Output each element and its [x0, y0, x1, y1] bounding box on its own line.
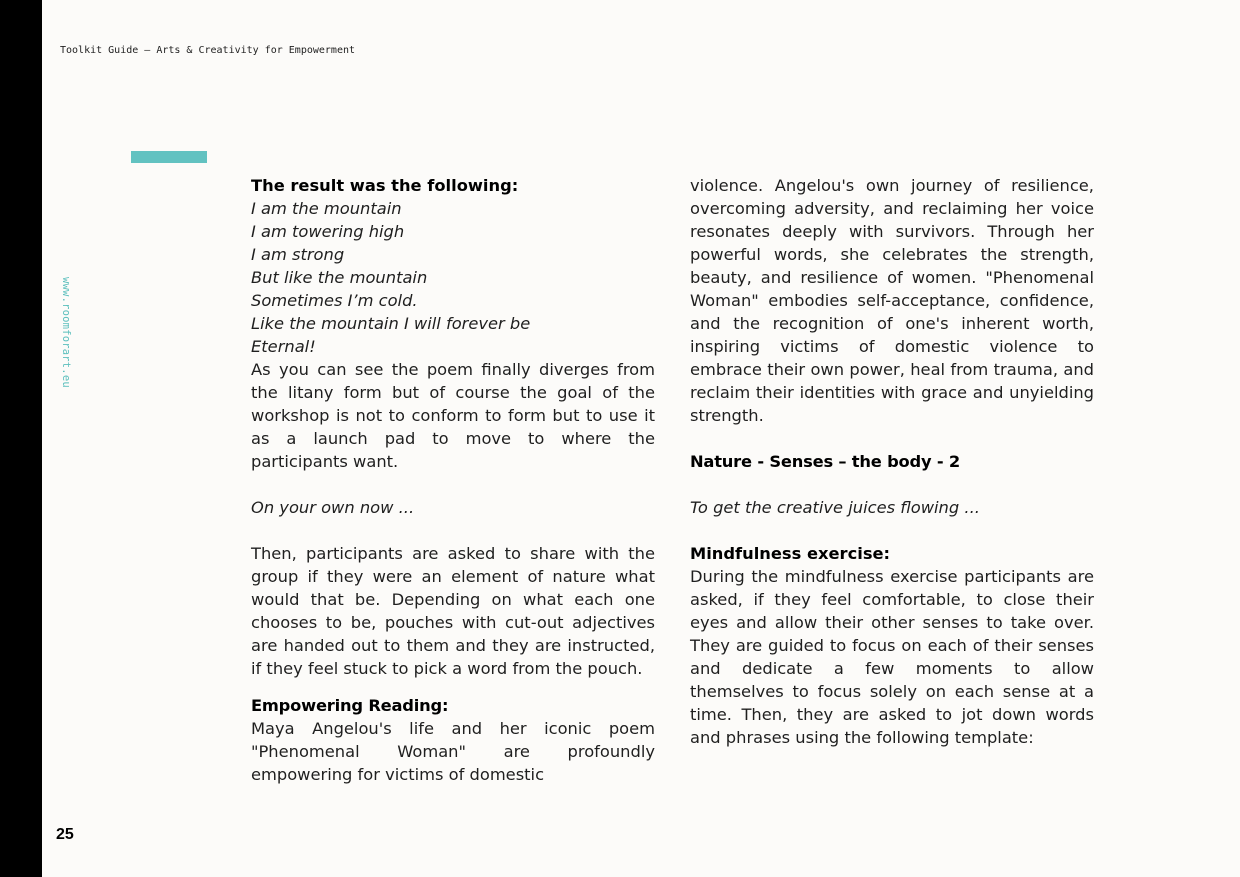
side-url-text: www.roomforart.eu — [60, 277, 72, 388]
poem-line: I am towering high — [251, 222, 405, 241]
poem-line: Like the mountain I will forever be — [251, 314, 531, 333]
paragraph-mindfulness: During the mindfulness exercise participants are asked, if they feel comfortable, to close their eyes and allow their other senses to take over. They are guided to focus on each of their senses and dedicate a few moments to allow themselves to focus solely on each sense at a time. Then, they are asked to jot down words and phrases using the following template: — [690, 567, 1094, 747]
left-column — [251, 174, 655, 786]
paragraph-diverge: As you can see the poem finally diverges from the litany form but of course the goal of the workshop is not to conform to form but to use it as a launch pad to move to where the participants want. — [251, 360, 655, 471]
paragraph-empowering: Maya Angelou's life and her iconic poem "Phenomenal Woman" are profoundly empowering for victims of domestic — [251, 719, 655, 784]
paragraph-share: Then, participants are asked to share with the group if they were an element of nature what would that be. Depending on what each one chooses to be, pouches with cut-out adjectives are handed out to them and they are instructed, if they feel stuck to pick a word from the pouch. — [251, 544, 655, 678]
page-number: 25 — [56, 826, 74, 843]
mindfulness-heading: Mindfulness exercise: — [690, 544, 891, 563]
poem-line: I am strong — [251, 245, 345, 264]
running-header: Toolkit Guide – Arts & Creativity for Empowerment — [60, 45, 356, 56]
poem-line: Eternal! — [251, 337, 316, 356]
result-heading: The result was the following: — [251, 176, 519, 195]
paragraph-angelou-continued: violence. Angelou's own journey of resilience, overcoming adversity, and reclaiming her voice resonates deeply with survivors. Through her powerful words, she celebrates the strength, beauty, and resilience of women. "Phenomenal Woman" embodies self-acceptance, confidence, and the recognition of one's inherent worth, inspiring victims of domestic violence to embrace their own power, heal from trauma, and reclaim their identities with grace and unyielding strength. — [690, 176, 1094, 425]
poem — [251, 197, 655, 358]
poem-line: I am the mountain — [251, 199, 402, 218]
nature-senses-heading: Nature - Senses – the body - 2 — [690, 452, 961, 471]
poem-line: But like the mountain — [251, 268, 428, 287]
empowering-reading-heading: Empowering Reading: — [251, 696, 449, 715]
on-your-own-line: On your own now ... — [251, 498, 415, 517]
creative-juices-line: To get the creative juices flowing ... — [690, 498, 980, 517]
right-column — [690, 174, 1094, 749]
poem-line: Sometimes I’m cold. — [251, 291, 418, 310]
accent-bar — [131, 151, 207, 163]
left-black-bar — [0, 0, 42, 877]
